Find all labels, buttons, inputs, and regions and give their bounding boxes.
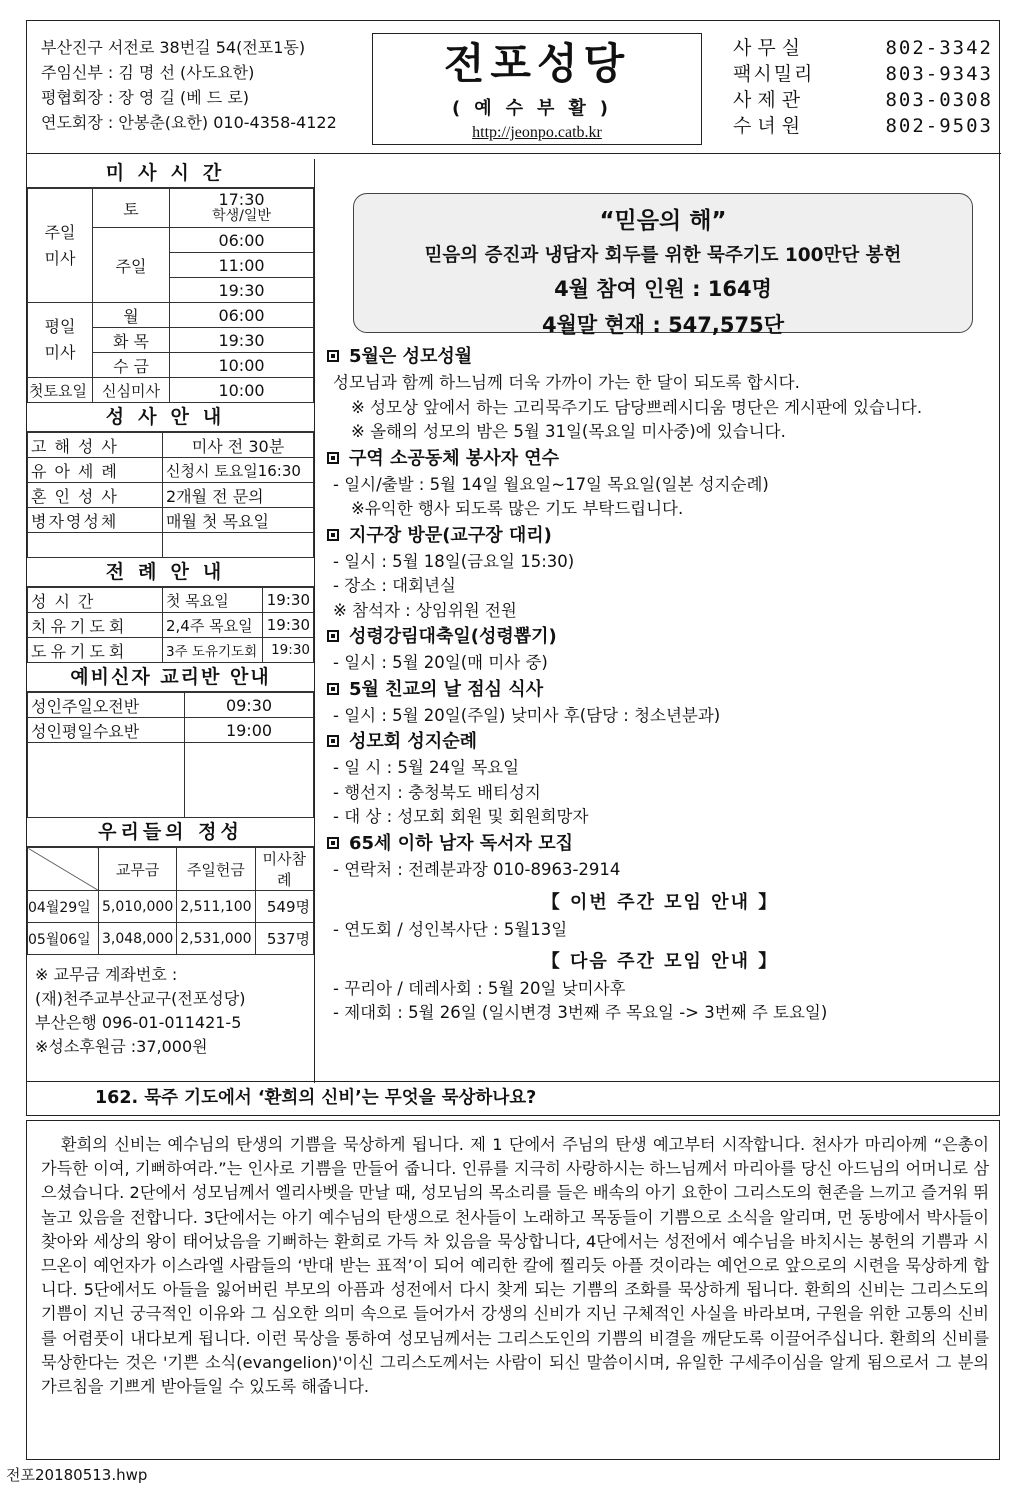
liturgy-name: 도유기도회 bbox=[28, 638, 163, 663]
divider bbox=[27, 153, 1001, 154]
liturgy-name: 성시간 bbox=[28, 588, 163, 613]
contact-list bbox=[733, 35, 993, 139]
banner-title: “믿음의 해” bbox=[599, 208, 727, 234]
contact-convent: 수녀원 802-9503 bbox=[733, 115, 993, 137]
liturgical-season: (예수부활) bbox=[451, 98, 622, 119]
sacraments-heading: 성사안내 bbox=[27, 403, 314, 432]
account-holder: (재)천주교부산교구(전포성당) bbox=[35, 989, 246, 1008]
sunday-label: 주일 bbox=[93, 228, 170, 303]
left-column bbox=[27, 159, 315, 1083]
sacrament-name: 고해성사 bbox=[28, 433, 163, 458]
liturgy-name: 치유기도회 bbox=[28, 613, 163, 638]
sunday-time: 06:00 bbox=[170, 228, 314, 253]
pastor: 주임신부 : 김 명 선 (사도요한) bbox=[41, 63, 255, 82]
announcement bbox=[327, 522, 993, 624]
address: 부산진구 서전로 38번길 54(전포1동) bbox=[41, 38, 306, 57]
mass-heading: 미사시간 bbox=[27, 159, 314, 188]
announcement-line: - 일시 : 5월 20일(주일) 낮미사 후(담당 : 청소년분과) bbox=[333, 705, 721, 725]
parish-title: 전포성당 bbox=[443, 39, 631, 88]
sunday-time: 19:30 bbox=[170, 278, 314, 303]
sacrament-info: 미사 전 30분 bbox=[163, 433, 314, 458]
question-heading: 162. 묵주 기도에서 ‘환희의 신비’는 무엇을 묵상하나요? bbox=[26, 1082, 1000, 1116]
weekday-time: 19:30 bbox=[170, 328, 314, 353]
announcement-line: ※유익한 행사 되도록 많은 기도 부탁드립니다. bbox=[351, 499, 684, 518]
sacrament-name: 혼인성사 bbox=[28, 483, 163, 508]
liturgy-day: 첫 목요일 bbox=[163, 588, 263, 613]
essay-box bbox=[26, 1120, 1000, 1460]
liturgy-time: 19:30 bbox=[262, 588, 313, 613]
weekday-time: 10:00 bbox=[170, 353, 314, 378]
announcement bbox=[327, 676, 993, 729]
announcement-line: - 장소 : 대회년실 bbox=[333, 576, 456, 595]
announcement-line: - 연락처 : 전례분과장 010-8963-2914 bbox=[333, 859, 621, 879]
offering-collection: 2,511,100 bbox=[177, 891, 255, 923]
offering-notes bbox=[27, 955, 314, 1067]
sunday-mass-label: 주일 미사 bbox=[28, 189, 93, 303]
announcement bbox=[327, 728, 993, 830]
bullet-icon bbox=[327, 837, 339, 849]
bullet-icon bbox=[327, 452, 339, 464]
sacraments-table bbox=[27, 432, 314, 558]
council-president: 평협회장 : 장 영 길 (베 드 로) bbox=[41, 88, 250, 107]
mass-table bbox=[27, 188, 314, 403]
announcement-title: 65세 이하 남자 독서자 모집 bbox=[349, 832, 573, 854]
announcement-line: ※ 올해의 성모의 밤은 5월 31일(목요일 미사중)에 있습니다. bbox=[351, 422, 786, 441]
liturgy-time: 19:30 bbox=[262, 638, 313, 663]
bullet-icon bbox=[327, 683, 339, 695]
sacrament-info: 2개월 전 문의 bbox=[163, 483, 314, 508]
saturday-label: 토 bbox=[93, 189, 170, 228]
announcements bbox=[327, 343, 993, 1026]
right-column bbox=[317, 159, 1001, 1083]
announcement-line: - 일 시 : 5월 24일 목요일 bbox=[333, 758, 520, 777]
weekday-mass-label: 평일 미사 bbox=[28, 303, 93, 378]
liturgy-day: 2,4주 목요일 bbox=[163, 613, 263, 638]
vocation-support: ※성소후원금 :37,000원 bbox=[35, 1037, 208, 1056]
announcement-line: ※ 참석자 : 상임위원 전원 bbox=[333, 600, 517, 620]
liturgy-table bbox=[27, 587, 314, 663]
announcement-line: - 일시 : 5월 18일(금요일 15:30) bbox=[333, 551, 575, 571]
bullet-icon bbox=[327, 350, 339, 362]
offering-tithe: 5,010,000 bbox=[99, 891, 177, 923]
announcement bbox=[327, 343, 993, 445]
announcement-title: 성모회 성지순례 bbox=[349, 731, 477, 752]
yeondo-president: 연도회장 : 안봉춘(요한) 010-4358-4122 bbox=[41, 113, 337, 132]
banner-participants: 4월 참여 인원 : 164명 bbox=[554, 277, 772, 301]
this-week-line: - 연도회 / 성인복사단 : 5월13일 bbox=[333, 920, 568, 939]
liturgy-heading: 전례안내 bbox=[27, 558, 314, 587]
offering-tithe: 3,048,000 bbox=[99, 923, 177, 955]
next-week-line: - 꾸리아 / 데레사회 : 5월 20일 낮미사후 bbox=[333, 978, 626, 998]
announcement-line: - 일시/출발 : 5월 14일 월요일~17일 목요일(일본 성지순례) bbox=[333, 474, 769, 494]
class-time: 09:30 bbox=[185, 693, 314, 718]
announcement-line: - 일시 : 5월 20일(매 미사 중) bbox=[333, 653, 548, 672]
announcement-line: - 대 상 : 성모회 회원 및 회원희망자 bbox=[333, 807, 589, 826]
catechumen-table bbox=[27, 692, 314, 818]
col-header: 교무금 bbox=[99, 848, 177, 891]
website-link[interactable]: http://jeonpo.catb.kr bbox=[472, 124, 602, 141]
next-week-heading: 【 다음 주간 모임 안내 】 bbox=[541, 950, 779, 972]
saturday-time: 17:30 bbox=[218, 190, 265, 209]
catechumen-heading: 예비신자 교리반 안내 bbox=[27, 663, 314, 692]
bullet-icon bbox=[327, 529, 339, 541]
weekday-day: 수 금 bbox=[93, 353, 170, 378]
diagonal-cell bbox=[28, 848, 99, 891]
contact-office: 사무실 802-3342 bbox=[733, 37, 993, 59]
title-box bbox=[372, 33, 702, 145]
offering-date: 05월06일 bbox=[28, 923, 99, 955]
sunday-time: 11:00 bbox=[170, 253, 314, 278]
class-name: 성인주일오전반 bbox=[28, 693, 185, 718]
weekday-day: 월 bbox=[93, 303, 170, 328]
offerings-table bbox=[27, 847, 314, 955]
announcement-title: 5월은 성모성월 bbox=[349, 346, 473, 367]
announcement-title: 5월 친교의 날 점심 식사 bbox=[349, 678, 544, 700]
offering-date: 04월29일 bbox=[28, 891, 99, 923]
this-week-heading: 【 이번 주간 모임 안내 】 bbox=[541, 892, 779, 913]
contact-fax: 팩시밀리 803-9343 bbox=[733, 63, 993, 85]
sacrament-info: 신청시 토요일16:30 bbox=[163, 458, 314, 483]
first-saturday-mass: 신심미사 bbox=[93, 378, 170, 403]
account-number: 부산은행 096-01-011421-5 bbox=[35, 1013, 242, 1032]
liturgy-day: 3주 도유기도회 bbox=[163, 638, 263, 663]
bulletin-frame bbox=[26, 20, 1000, 1082]
weekday-day: 화 목 bbox=[93, 328, 170, 353]
announcement bbox=[327, 445, 993, 522]
first-saturday-label: 첫토요일 bbox=[28, 378, 93, 403]
weekday-time: 06:00 bbox=[170, 303, 314, 328]
announcement-title: 지구장 방문(교구장 대리) bbox=[349, 524, 552, 546]
bullet-icon bbox=[327, 630, 339, 642]
sacrament-info: 매월 첫 목요일 bbox=[163, 508, 314, 533]
first-saturday-time: 10:00 bbox=[170, 378, 314, 403]
col-header: 주일헌금 bbox=[177, 848, 255, 891]
liturgy-time: 19:30 bbox=[262, 613, 313, 638]
announcement-line: - 행선지 : 충청북도 배티성지 bbox=[333, 782, 541, 802]
announcement bbox=[327, 623, 993, 676]
contact-rectory: 사제관 803-0308 bbox=[733, 89, 993, 111]
parish-info bbox=[41, 35, 361, 135]
banner-subtitle: 믿음의 증진과 냉담자 회두를 위한 묵주기도 100만단 봉헌 bbox=[424, 245, 902, 266]
announcement-line: ※ 성모상 앞에서 하는 고리묵주기도 담당쁘레시디움 명단은 게시판에 있습니다. bbox=[351, 397, 923, 417]
class-name: 성인평일수요반 bbox=[28, 718, 185, 743]
banner-total: 4월말 현재 : 547,575단 bbox=[541, 313, 785, 337]
saturday-note: 학생/일반 bbox=[212, 208, 271, 224]
announcement-title: 구역 소공동체 봉사자 연수 bbox=[349, 447, 560, 469]
announcement bbox=[327, 830, 993, 883]
class-time: 19:00 bbox=[185, 718, 314, 743]
bullet-icon bbox=[327, 735, 339, 747]
offerings-heading: 우리들의 정성 bbox=[27, 818, 314, 847]
offering-attendance: 537명 bbox=[255, 923, 313, 955]
essay-text: 환희의 신비는 예수님의 탄생의 기쁨을 묵상하게 됩니다. 제 1 단에서 주님의 탄생 예고부터 시작합니다. 천사가 마리아께 “은총이 가득한 이여, 기뻐하여라.”는 인사로 기쁨을 만들어 줍니다. 인류를 지극히 사랑하시는 하느님께서 마리아를 당신 아드님의 어머니로 삼으셨습니다. 2단에서 성모님께서 엘리사벳을 만날 때, 성모님의 목소리를 들은 배속의 아기 요한이 그리스도의 현존을 느끼고 즐거워 뛰놀고 있음을 전합니다. 3단에서는 아기 예수님의 탄생으로 천사들이 노래하고 목동들이 기쁨으로 소식을 알리며, 먼 동방에서 박사들이 찾아와 세상의 왕이 태어났음을 기뻐하는 환희로 가득 차 있음을 묵상합니다, 4단에서는 성전에서 예수님을 바치시는 봉헌의 기쁨과 시므온이 예언자가 이스라엘 사람들의 ‘반대 받는 표적’이 되어 예리한 칼에 찔리듯 아플 것이라는 예언으로 앞으로의 시련을 묵상하게 합니다. 5단에서도 아들을 잃어버린 부모의 아픔과 성전에서 다시 찾게 되는 기쁨의 조화를 묵상하게 됩니다. 환희의 신비는 그리스도의 기쁨이 지닌 궁극적인 이유와 그 심오한 의미 속으로 들어가서 강생의 신비가 지닌 구체적인 사실을 바라보며, 구원을 위한 고통의 신비를 어렴풋이 내다보게 됩니다. 이런 묵상을 통하여 성모님께서는 그리스도인의 기쁨의 비결을 깨닫도록 이끌어주십니다. 환희의 신비를 묵상한다는 것은 '기쁜 소식(evangelion)'이신 그리스도께서는 사람이 되신 말씀이시며, 유일한 구세주이심을 알게 됨으로서 그 분의 가르침을 기쁘게 받아들일 수 있도록 해줍니다. bbox=[41, 1135, 989, 1397]
year-of-faith-banner bbox=[353, 193, 973, 337]
offering-collection: 2,531,000 bbox=[177, 923, 255, 955]
sacrament-name: 병자영성체 bbox=[28, 508, 163, 533]
offering-attendance: 549명 bbox=[255, 891, 313, 923]
announcement-title: 성령강림대축일(성령뽑기) bbox=[349, 626, 557, 647]
col-header: 미사참례 bbox=[255, 848, 313, 891]
next-week-line: - 제대회 : 5월 26일 (일시변경 3번째 주 목요일 -> 3번째 주 토요일) bbox=[333, 1003, 828, 1022]
announcement-line: 성모님과 함께 하느님께 더욱 가까이 가는 한 달이 되도록 합시다. bbox=[333, 373, 800, 392]
account-label: ※ 교무금 계좌번호 : bbox=[35, 965, 178, 984]
sacrament-name: 유아세례 bbox=[28, 458, 163, 483]
file-name: 전포20180513.hwp bbox=[6, 1466, 148, 1484]
